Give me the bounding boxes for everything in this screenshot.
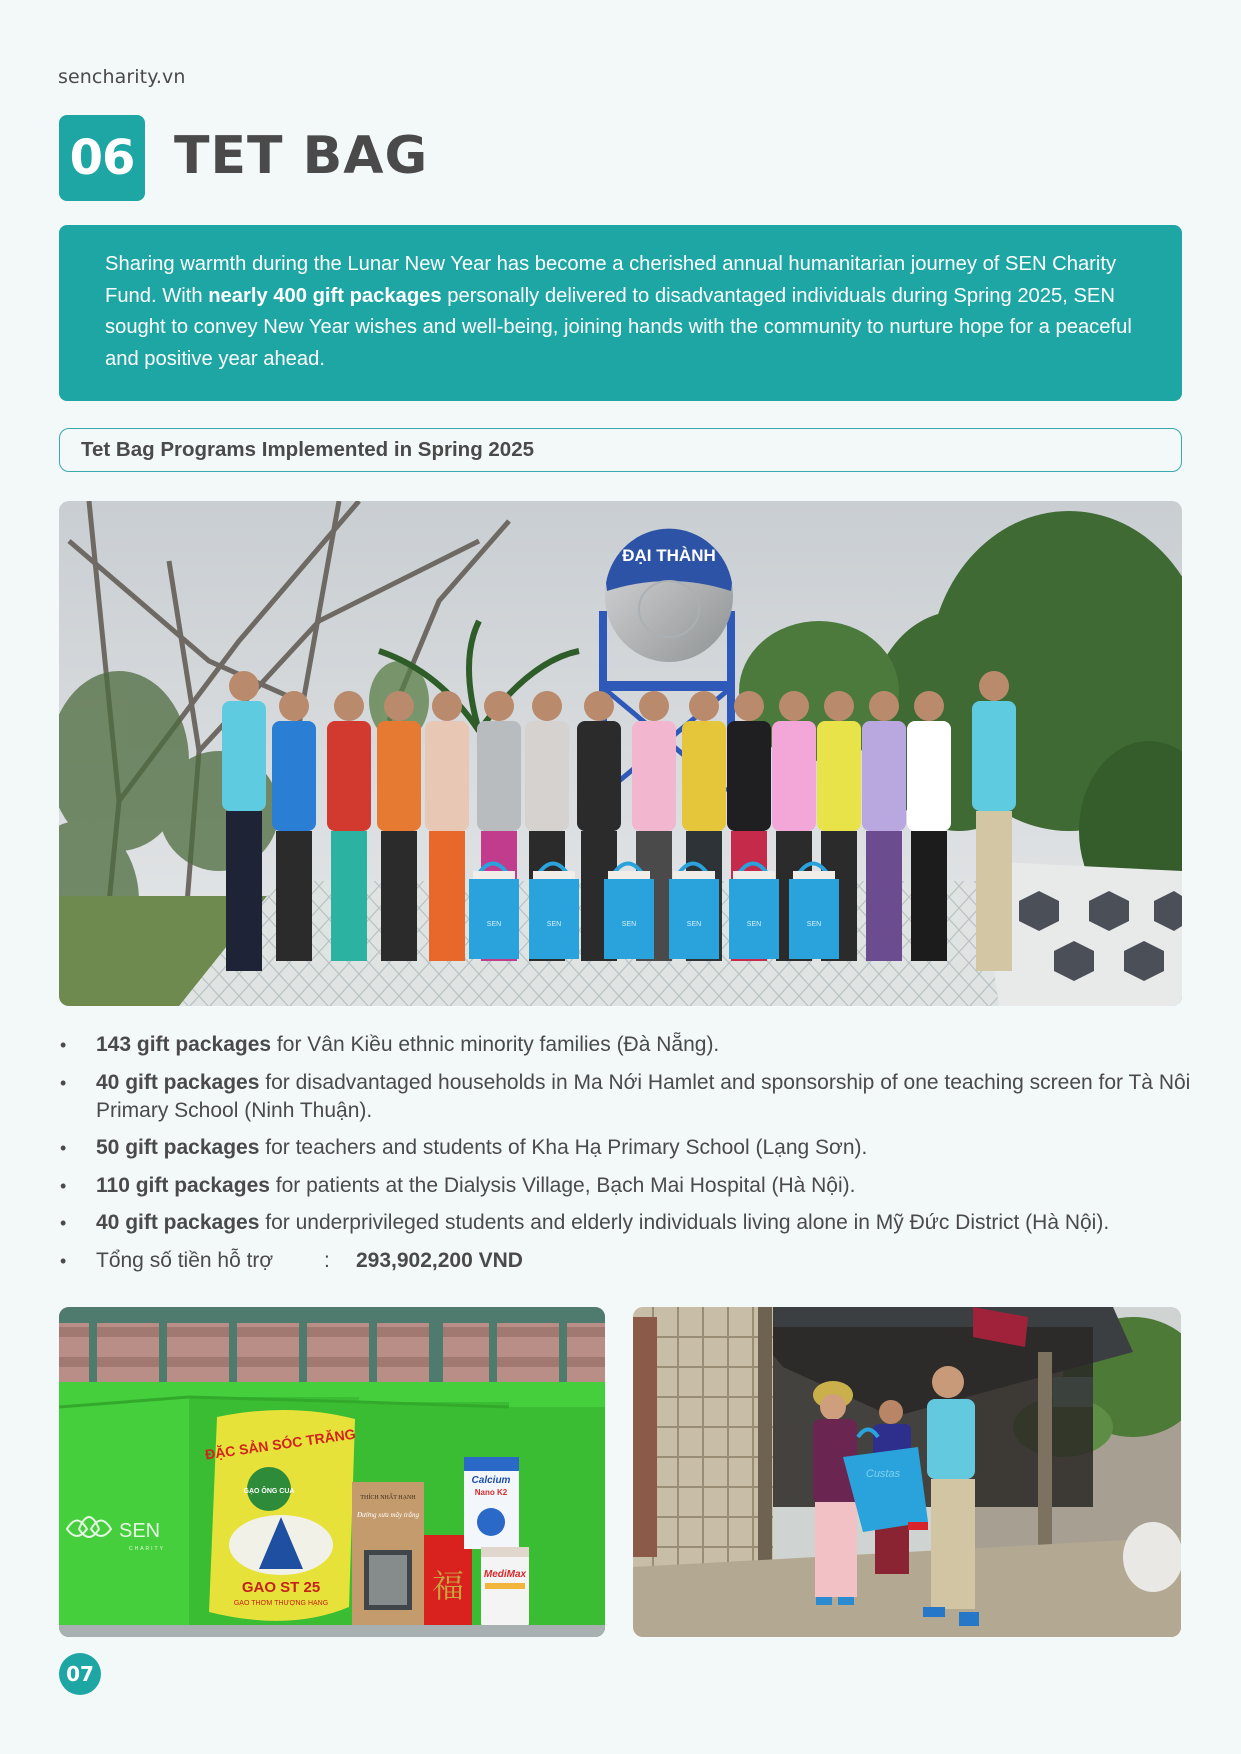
person bbox=[272, 691, 316, 961]
tet-bag bbox=[604, 864, 654, 960]
program-item bbox=[58, 1134, 1198, 1162]
program-item bbox=[58, 1031, 1198, 1059]
program-description: for Vân Kiều ethnic minority families (Đà Nẵng). bbox=[271, 1033, 720, 1056]
bag-logo-text: SEN bbox=[806, 921, 822, 928]
tank-label: ĐẠI THÀNH bbox=[622, 546, 716, 565]
intro-text-bold: nearly 400 gift packages bbox=[208, 284, 442, 307]
total-label: Tổng số tiền hỗ trợ bbox=[96, 1248, 274, 1272]
milk-label: MediMax bbox=[483, 1569, 527, 1580]
bag-logo-text: SEN bbox=[486, 921, 502, 928]
bag-logo-subtext: CHARITY bbox=[129, 1546, 165, 1552]
tet-bag bbox=[529, 864, 579, 960]
envelope-character: 福 bbox=[431, 1567, 465, 1605]
program-count: 110 gift packages bbox=[96, 1173, 270, 1197]
delivery-photo bbox=[633, 1307, 1181, 1637]
rice-brand: GẠO ÔNG CUA bbox=[243, 1488, 295, 1495]
program-item bbox=[58, 1069, 1198, 1125]
person bbox=[222, 671, 266, 971]
program-item bbox=[58, 1209, 1198, 1237]
sen-volunteer bbox=[923, 1366, 979, 1626]
bag-logo-text: SEN bbox=[119, 1520, 161, 1542]
calcium-label: Calcium bbox=[471, 1475, 511, 1486]
page-number-badge: 07 bbox=[59, 1653, 101, 1695]
program-description: for disadvantaged households in Ma Nới Hamlet and sponsorship of one teaching screen for Tà Nôi Primary School (Ninh Thuận). bbox=[96, 1070, 1191, 1122]
delivery-illustration bbox=[633, 1307, 1181, 1637]
bullet-icon: • bbox=[60, 1072, 67, 1093]
programs-subheading-text: Tet Bag Programs Implemented in Spring 2025 bbox=[81, 438, 535, 461]
bullet-icon: • bbox=[60, 1175, 67, 1196]
book-title: Đường xưa mây trắng bbox=[356, 1511, 420, 1519]
bag-logo-text: Custas bbox=[865, 1468, 901, 1480]
programs-list bbox=[58, 1031, 1198, 1284]
main-group-photo bbox=[59, 501, 1182, 1006]
calcium-box bbox=[464, 1457, 519, 1549]
tet-bag bbox=[729, 864, 779, 960]
total-colon: : bbox=[324, 1248, 330, 1272]
program-count: 40 gift packages bbox=[96, 1211, 260, 1234]
programs-subheading bbox=[59, 428, 1182, 472]
rice-name: GAO ST 25 bbox=[241, 1579, 321, 1596]
person bbox=[862, 691, 906, 961]
person bbox=[377, 691, 421, 961]
site-url: sencharity.vn bbox=[58, 66, 186, 88]
program-count: 40 gift packages bbox=[96, 1070, 260, 1094]
tet-bag bbox=[469, 864, 519, 960]
total-support-row bbox=[58, 1247, 1198, 1275]
program-description: for patients at the Dialysis Village, Bạch Mai Hospital (Hà Nội). bbox=[269, 1173, 856, 1197]
book bbox=[352, 1482, 424, 1627]
bag-logo-text: SEN bbox=[546, 921, 562, 928]
book-author: THÍCH NHẤT HẠNH bbox=[360, 1495, 416, 1501]
person bbox=[425, 691, 469, 961]
bullet-icon: • bbox=[60, 1035, 67, 1055]
person bbox=[907, 691, 951, 961]
bag-logo-text: SEN bbox=[686, 921, 702, 928]
bullet-icon: • bbox=[60, 1138, 67, 1158]
rice-bag bbox=[204, 1410, 357, 1621]
program-item bbox=[58, 1172, 1198, 1200]
gift-items-illustration bbox=[59, 1307, 605, 1637]
person bbox=[327, 691, 371, 961]
total-value: 293,902,200 VND bbox=[356, 1248, 523, 1272]
rice-label: ĐẶC SẢN SÓC TRĂNG bbox=[204, 1425, 357, 1463]
intro-text-part2: personally delivered to disadvantaged individuals during Spring 2025, SEN sought to convey New Year wishes and well-being, joining hands with the community to nurture hope for a peaceful and positive year ahead. bbox=[105, 284, 1132, 370]
intro-text-part1: Sharing warmth during the Lunar New Year has become a cherished annual humanitarian journey of SEN Charity Fund. With bbox=[105, 253, 1117, 307]
section-title: TET BAG bbox=[174, 126, 429, 186]
gift-items-photo bbox=[59, 1307, 605, 1637]
person bbox=[972, 671, 1016, 971]
program-description: for teachers and students of Kha Hạ Primary School (Lạng Sơn). bbox=[259, 1136, 868, 1159]
intro-box bbox=[59, 225, 1182, 401]
tet-bag bbox=[789, 864, 839, 960]
bullet-icon: • bbox=[60, 1213, 67, 1233]
rice-desc: GẠO THƠM THƯỢNG HẠNG bbox=[233, 1600, 329, 1607]
program-count: 50 gift packages bbox=[96, 1136, 260, 1159]
main-group-photo-illustration bbox=[59, 501, 1182, 1006]
bag-logo-text: SEN bbox=[746, 921, 762, 928]
bag-logo-text: SEN bbox=[621, 921, 637, 928]
milk-can bbox=[481, 1547, 529, 1627]
calcium-sublabel: Nano K2 bbox=[474, 1488, 508, 1497]
section-number-badge: 06 bbox=[59, 115, 145, 201]
bullet-icon: • bbox=[60, 1250, 67, 1271]
program-description: for underprivileged students and elderly individuals living alone in Mỹ Đức District (Hà Nội). bbox=[259, 1211, 1110, 1234]
program-count: 143 gift packages bbox=[96, 1033, 272, 1056]
tet-bag bbox=[669, 864, 719, 960]
